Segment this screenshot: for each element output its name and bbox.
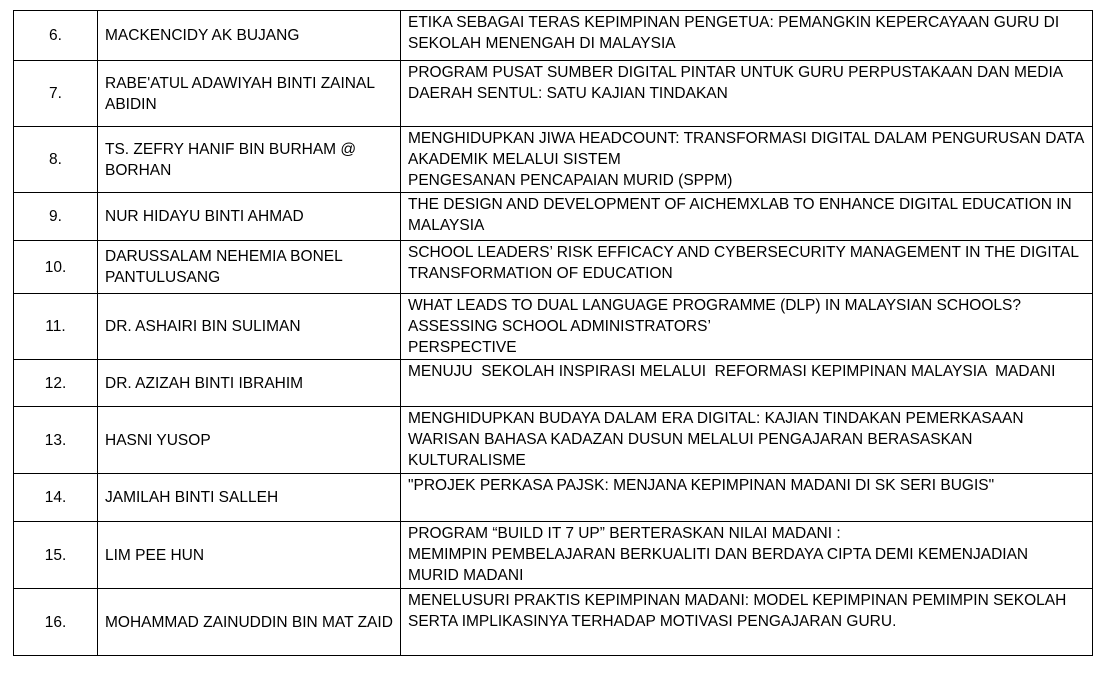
project-title xyxy=(401,474,1093,522)
project-title-line: PENGESANAN PENCAPAIAN MURID (SPPM) xyxy=(408,172,733,189)
project-title-line: AKADEMIK MELALUI SISTEM xyxy=(408,151,621,168)
participant-name xyxy=(98,589,401,656)
participant-name xyxy=(98,522,401,589)
project-title-line: MENUJU SEKOLAH INSPIRASI MELALUI REFORMASI KEPIMPINAN MALAYSIA MADANI xyxy=(408,363,1056,380)
project-title-line: ETIKA SEBAGAI TERAS KEPIMPINAN PENGETUA: PEMANGKIN KEPERCAYAAN GURU DI xyxy=(408,14,1060,31)
project-title xyxy=(401,61,1093,127)
table-row xyxy=(14,127,1093,193)
row-number: 7. xyxy=(14,61,98,127)
project-title xyxy=(401,360,1093,407)
row-number: 12. xyxy=(14,360,98,407)
participant-name-line: ABIDIN xyxy=(105,95,157,113)
project-title-line: THE DESIGN AND DEVELOPMENT OF AICHEMXLAB TO ENHANCE DIGITAL EDUCATION IN xyxy=(408,196,1072,213)
project-title xyxy=(401,407,1093,474)
table-row xyxy=(14,474,1093,522)
project-title xyxy=(401,193,1093,241)
project-title-line: MURID MADANI xyxy=(408,567,524,584)
table-row xyxy=(14,407,1093,474)
project-title-line: MEMIMPIN PEMBELAJARAN BERKUALITI DAN BERDAYA CIPTA DEMI KEMENJADIAN xyxy=(408,546,1029,563)
table-row xyxy=(14,294,1093,360)
row-number: 9. xyxy=(14,193,98,241)
project-title-line: DAERAH SENTUL: SATU KAJIAN TINDAKAN xyxy=(408,85,728,102)
row-number: 14. xyxy=(14,474,98,522)
project-title-line: KULTURALISME xyxy=(408,452,526,469)
project-title-line: MENGHIDUPKAN JIWA HEADCOUNT: TRANSFORMASI DIGITAL DALAM PENGURUSAN DATA xyxy=(408,130,1085,147)
project-title-line: TRANSFORMATION OF EDUCATION xyxy=(408,265,673,282)
table-row xyxy=(14,522,1093,589)
project-title-line: WHAT LEADS TO DUAL LANGUAGE PROGRAMME (DLP) IN MALAYSIAN SCHOOLS? xyxy=(408,297,1021,314)
project-title-line: ASSESSING SCHOOL ADMINISTRATORS’ xyxy=(408,318,711,335)
row-number: 6. xyxy=(14,11,98,61)
row-number: 10. xyxy=(14,241,98,294)
participant-name-line: NUR HIDAYU BINTI AHMAD xyxy=(105,208,304,225)
row-number: 8. xyxy=(14,127,98,193)
participant-name xyxy=(98,294,401,360)
project-title xyxy=(401,589,1093,656)
participants-table xyxy=(13,10,1093,656)
participant-name-line: TS. ZEFRY HANIF BIN BURHAM @ xyxy=(105,140,357,158)
participant-name-line: JAMILAH BINTI SALLEH xyxy=(105,489,279,506)
project-title-line: MENGHIDUPKAN BUDAYA DALAM ERA DIGITAL: KAJIAN TINDAKAN PEMERKASAAN xyxy=(408,410,1024,427)
project-title-line: PERSPECTIVE xyxy=(408,339,517,356)
participant-name-line: PANTULUSANG xyxy=(105,269,221,286)
participant-name-line: DARUSSALAM NEHEMIA BONEL xyxy=(105,248,343,265)
project-title-line: PROGRAM “BUILD IT 7 UP” BERTERASKAN NILAI MADANI : xyxy=(408,525,841,542)
project-title xyxy=(401,241,1093,294)
project-title-line: PROGRAM PUSAT SUMBER DIGITAL PINTAR UNTUK GURU PERPUSTAKAAN DAN MEDIA xyxy=(408,64,1064,81)
row-number: 16. xyxy=(14,589,98,656)
project-title xyxy=(401,294,1093,360)
table-row xyxy=(14,589,1093,656)
table-row xyxy=(14,61,1093,127)
participant-name xyxy=(98,11,401,61)
project-title xyxy=(401,11,1093,61)
participant-name-line: MOHAMMAD ZAINUDDIN BIN MAT ZAID xyxy=(105,613,393,631)
table-row xyxy=(14,11,1093,61)
project-title xyxy=(401,522,1093,589)
participant-name xyxy=(98,407,401,474)
participant-name xyxy=(98,241,401,294)
participant-name-line: HASNI YUSOP xyxy=(105,431,211,449)
row-number: 15. xyxy=(14,522,98,589)
participant-name-line: MACKENCIDY AK BUJANG xyxy=(105,27,300,44)
row-number: 13. xyxy=(14,407,98,474)
participant-name-line: DR. ASHAIRI BIN SULIMAN xyxy=(105,318,301,335)
participant-name xyxy=(98,61,401,127)
table-body xyxy=(14,11,1093,656)
project-title-line: MENELUSURI PRAKTIS KEPIMPINAN MADANI: MODEL KEPIMPINAN PEMIMPIN SEKOLAH xyxy=(408,592,1067,609)
participant-name xyxy=(98,193,401,241)
project-title xyxy=(401,127,1093,193)
participant-name xyxy=(98,360,401,407)
table-row xyxy=(14,241,1093,294)
project-title-line: SCHOOL LEADERS’ RISK EFFICACY AND CYBERSECURITY MANAGEMENT IN THE DIGITAL xyxy=(408,244,1079,261)
participant-name-line: RABE'ATUL ADAWIYAH BINTI ZAINAL xyxy=(105,74,375,92)
project-title-line: SERTA IMPLIKASINYA TERHADAP MOTIVASI PENGAJARAN GURU. xyxy=(408,613,897,630)
participant-name-line: LIM PEE HUN xyxy=(105,546,205,564)
participant-name-line: DR. AZIZAH BINTI IBRAHIM xyxy=(105,374,304,392)
participant-name xyxy=(98,474,401,522)
project-title-line: "PROJEK PERKASA PAJSK: MENJANA KEPIMPINAN MADANI DI SK SERI BUGIS" xyxy=(408,477,995,494)
participant-name xyxy=(98,127,401,193)
row-number: 11. xyxy=(14,294,98,360)
table-row xyxy=(14,193,1093,241)
table-row xyxy=(14,360,1093,407)
project-title-line: WARISAN BAHASA KADAZAN DUSUN MELALUI PENGAJARAN BERASASKAN xyxy=(408,431,973,448)
project-title-line: SEKOLAH MENENGAH DI MALAYSIA xyxy=(408,35,676,52)
participant-name-line: BORHAN xyxy=(105,161,172,179)
project-title-line: MALAYSIA xyxy=(408,217,485,234)
